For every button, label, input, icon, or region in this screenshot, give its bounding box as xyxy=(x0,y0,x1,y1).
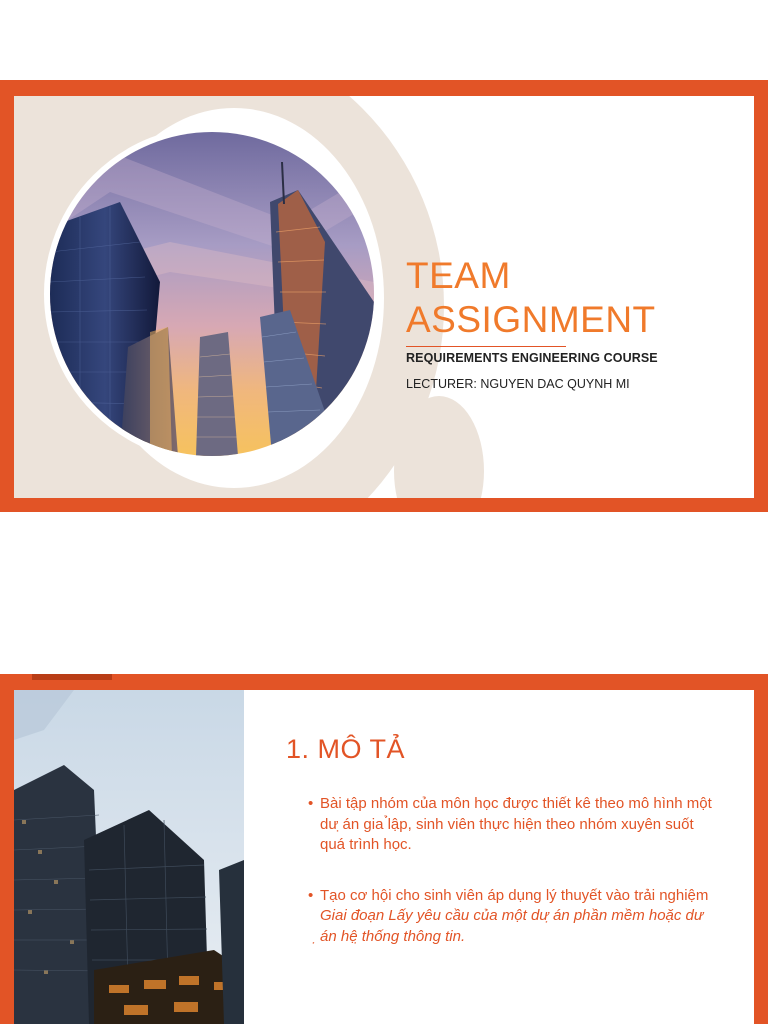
title-line-1: TEAM xyxy=(406,255,511,296)
skyscrapers-icon xyxy=(50,132,374,456)
bullet-text: Tạo cơ hội cho sinh viên áp dụng lý thuyết vào trải nghiệm xyxy=(320,886,709,904)
title-divider xyxy=(406,346,566,347)
office-towers-icon xyxy=(14,690,244,1024)
section-heading: 1. MÔ TẢ xyxy=(286,734,406,764)
skyscrapers-photo xyxy=(44,126,380,462)
title-slide-canvas xyxy=(14,96,754,498)
title-block xyxy=(406,254,658,391)
list-item xyxy=(308,794,720,856)
description-content xyxy=(244,690,754,1024)
bullet-text: Bài tập nhóm của môn học được thiết kê theo mô hình một dư ̣án gia ̉lập, sinh viên thực hiện theo nhóm xuyên suốt quá trình học. xyxy=(320,795,712,853)
course-subtitle: REQUIREMENTS ENGINEERING COURSE xyxy=(406,351,658,365)
lecturer-name: LECTURER: NGUYEN DAC QUYNH MI xyxy=(406,377,630,391)
bullet-icon: • xyxy=(308,795,314,812)
description-slide xyxy=(0,674,768,1024)
description-bullets xyxy=(308,794,720,977)
bullet-text-italic: Giai đoạn Lấy yêu cầu của một dư ̣án phần mềm hoặc dư ̣án hệ ̣thống thông tin. xyxy=(320,907,704,945)
bullet-icon: • xyxy=(308,886,314,904)
accent-tab xyxy=(32,674,112,680)
office-towers-photo xyxy=(14,690,244,1024)
list-item xyxy=(308,886,720,948)
title-line-2: ASSIGNMENT xyxy=(406,299,656,340)
slide-title xyxy=(406,254,658,342)
title-slide xyxy=(0,80,768,512)
